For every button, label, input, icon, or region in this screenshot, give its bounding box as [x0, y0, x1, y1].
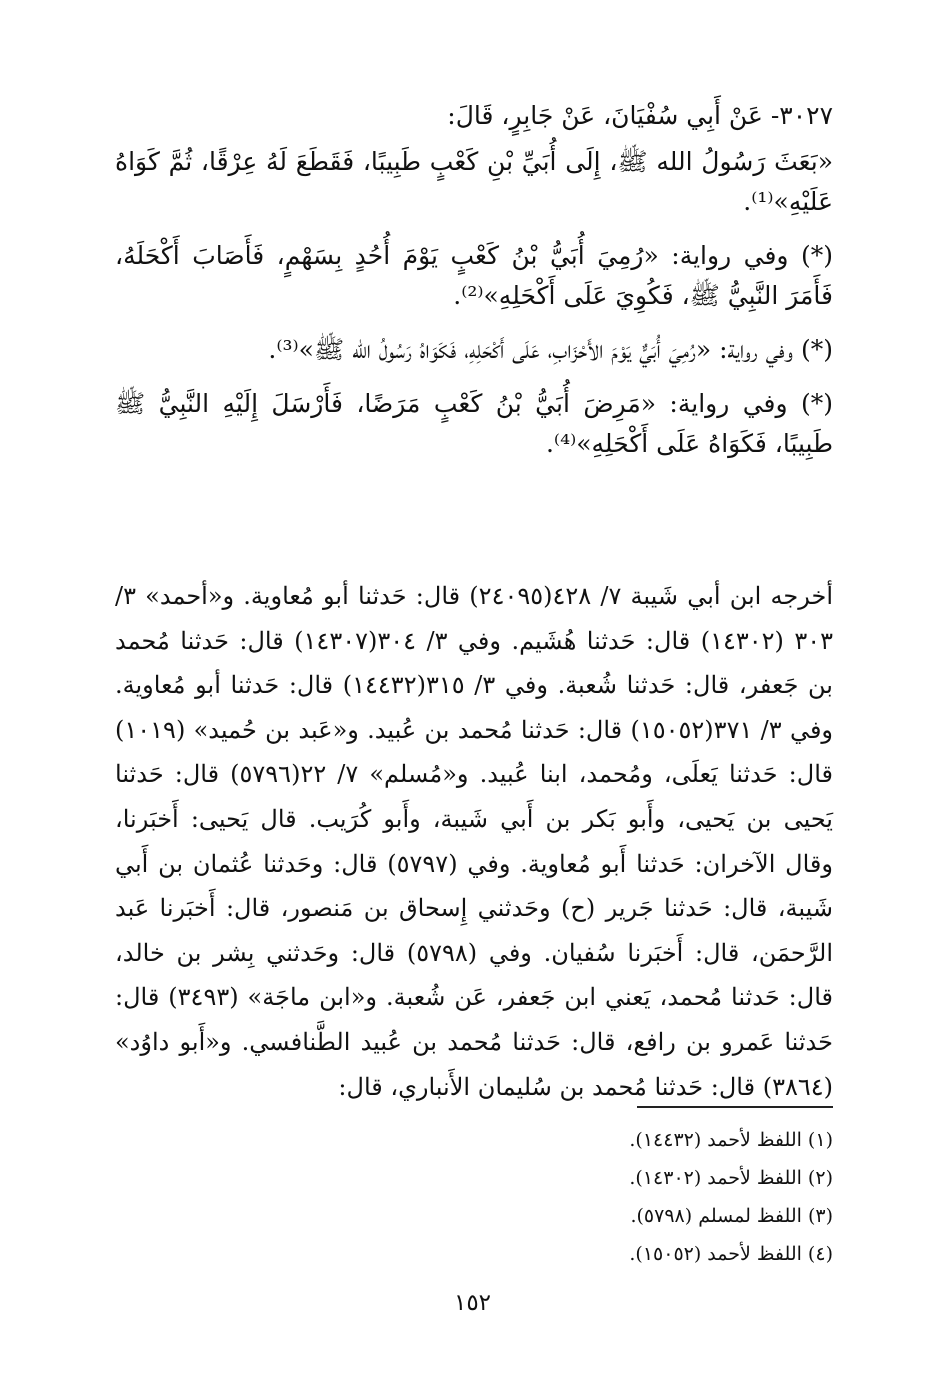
- variant-narration-1: (*) وفي رواية: «رُمِيَ أُبَيُّ بْنُ كَعْبٍ يَوْمَ أُحُدٍ بِسَهْمٍ، فَأَصَابَ أَكْحَلَهُ، فَأَمَرَ النَّبِيُّ ﷺ، فَكُوِيَ عَلَى أَكْحَلِهِ»⁽²⁾.: [115, 241, 833, 310]
- footnote-3: (٣) اللفظ لمسلم (٥٧٩٨).: [630, 1205, 833, 1227]
- hadith-text: «بَعَثَ رَسُولُ الله ﷺ، إِلَى أُبَيِّ بْنِ كَعْبٍ طَبِيبًا، فَقَطَعَ لَهُ عِرْقًا، ثُمَّ كَوَاهُ عَلَيْهِ»⁽¹⁾.: [115, 147, 833, 216]
- variant-narration-3: (*) وفي رواية: «مَرِضَ أُبَيُّ بْنُ كَعْبٍ مَرَضًا، فَأَرْسَلَ إِلَيْهِ النَّبِيُّ ﷺ طَبِيبًا، فَكَوَاهُ عَلَى أَكْحَلِهِ»⁽⁴⁾.: [115, 389, 833, 458]
- takhrij-section: [115, 574, 833, 1109]
- footnote-1: (١) اللفظ لأحمد (١٤٤٣٢).: [629, 1129, 833, 1151]
- hadith-section: [115, 96, 833, 478]
- hadith-heading: ٣٠٢٧- عَنْ أَبِي سُفْيَانَ، عَنْ جَابِرٍ، قَالَ:: [447, 101, 833, 130]
- variant-narration-2: (*) وفي رواية: «رُمِيَ أُبَيٌّ يَوْمَ الأَحْزَابِ، عَلَى أَكْحَلِهِ، فَكَوَاهُ رَسُولُ الله ﷺ»⁽³⁾.: [268, 335, 833, 364]
- footnote-divider: [637, 1106, 833, 1108]
- takhrij-text: أخرجه ابن أبي شَيبة ٧/ ٤٢٨(٢٤٠٩٥) قال: حَدثنا أبو مُعاوية. و«أحمد» ٣/ ٣٠٣ (١٤٣٠٢) قال: حَدثنا هُشَيم. وفي ٣/ ٣٠٤(١٤٣٠٧) قال: حَدثنا مُحمد بن جَعفر، قال: حَدثنا شُعبة. وفي ٣/ ٣١٥(١٤٤٣٢) قال: حَدثنا أبو مُعاوية. وفي ٣/ ٣٧١(١٥٠٥٢) قال: حَدثنا مُحمد بن عُبيد. و«عَبد بن حُميد» (١٠١٩) قال: حَدثنا يَعلَى، ومُحمد، ابنا عُبيد. و«مُسلم» ٧/ ٢٢(٥٧٩٦) قال: حَدثنا يَحيى بن يَحيى، وأَبو بَكر بن أَبي شَيبة، وأَبو كُرَيب. قال يَحيى: أَخبَرنا، وقال الآخران: حَدثنا أَبو مُعاوية. وفي (٥٧٩٧) قال: وحَدثنا عُثمان بن أَبي شَيبة، قال: حَدثنا جَرير (ح) وحَدثني إِسحاق بن مَنصور، قال: أَخبَرنا عَبد الرَّحمَن، قال: أَخبَرنا سُفيان. وفي (٥٧٩٨) قال: وحَدثني بِشر بن خالد، قال: حَدثنا مُحمد، يَعني ابن جَعفر، عَن شُعبة. و«ابن ماجَة» (٣٤٩٣) قال: حَدثنا عَمرو بن رافع، قال: حَدثنا مُحمد بن عُبيد الطَّنافسي. و«أَبو داوُد» (٣٨٦٤) قال: حَدثنا مُحمد بن سُليمان الأَنباري، قال:: [115, 582, 834, 1101]
- footnotes: [115, 1121, 833, 1273]
- footnote-2: (٢) اللفظ لأحمد (١٤٣٠٢).: [629, 1167, 833, 1189]
- footnote-4: (٤) اللفظ لأحمد (١٥٠٥٢).: [629, 1243, 833, 1265]
- page-number: ١٥٢: [453, 1290, 492, 1316]
